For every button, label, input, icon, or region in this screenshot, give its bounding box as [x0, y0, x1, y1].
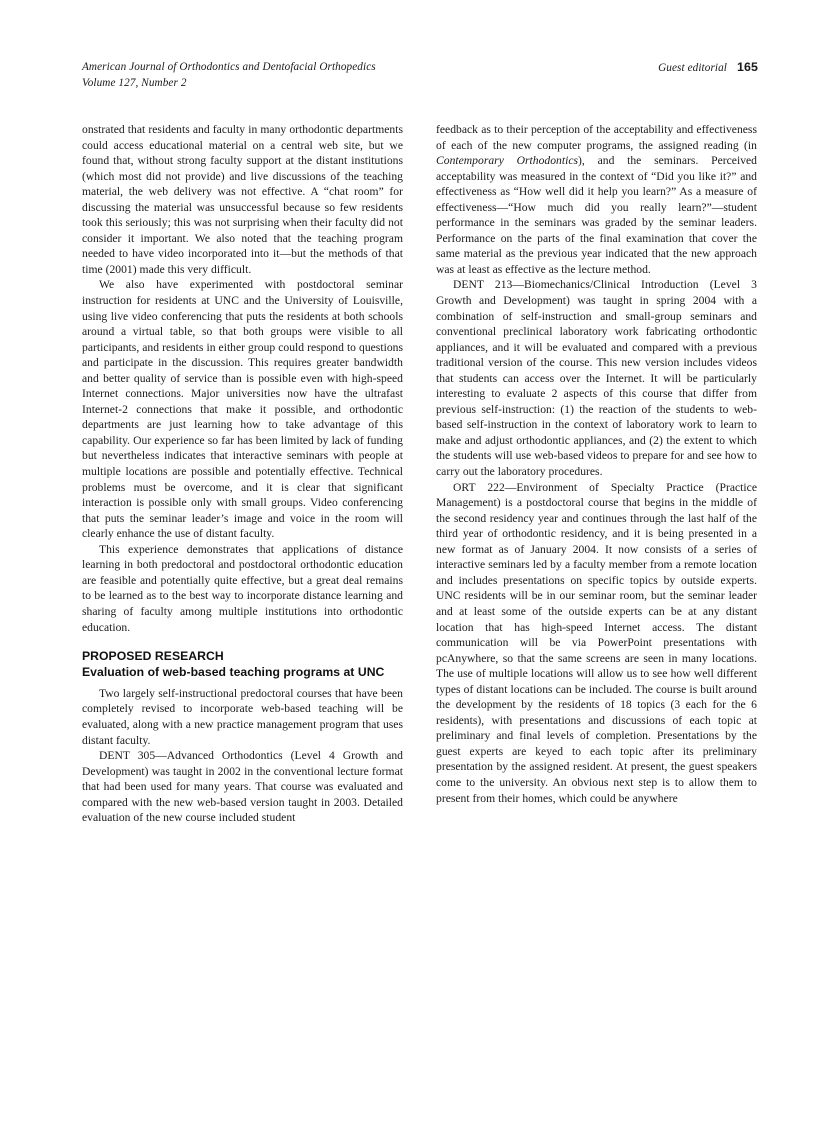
paragraph-ort-222: ORT 222—Environment of Specialty Practice (Practice Management) is a postdoctoral course that begins in the middle of the second residency year and continues through the last half of the third year of orthodontic residency, and it is being presented in a new format as of January 2004. It now consists of a series of interactive seminars led by a faculty member from a remote location and includes presentations on specific topics by outside experts. UNC residents will be in our seminar room, but the seminar leader and at least some of the outside experts can be at any distant location that has high-speed Internet access. The distant communication will be via PowerPoint presentations with pcAnywhere, so that the same screens are seen in many locations. The use of multiple locations will allow us to see how well different types of distant locations can be included. The course is built around the development by the residents of 18 topics (3 each for the 6 residents), with presentations and discussions of each topic at preliminary and final levels of completion. Presentations by the guest experts are keyed to each topic after its preliminary presentation by the assigned resident. At present, the guest speakers come to the university. An obvious next step is to allow them to present from their homes, which could be anywhere: [436, 480, 757, 805]
two-column-body: [82, 122, 758, 826]
running-head: [82, 60, 758, 94]
paragraph-dent-305: DENT 305—Advanced Orthodontics (Level 4 Growth and Development) was taught in 2002 in the conventional lecture format that had been used for many years. That course was evaluated and compared with the new web-based version taught in 2003. Detailed evaluation of the new course included student: [82, 749, 403, 825]
proposed-research-heading-block: [82, 649, 403, 681]
left-column: [82, 122, 403, 826]
volume-issue-line: Volume 127, Number 2: [82, 76, 187, 89]
paragraph-web-delivery: onstrated that residents and faculty in many orthodontic departments could access educational material on a central web site, but we found that, without strong faculty support at the distant institutions (which most did not provide) and live discussions of the teaching material, the web delivery was not effective. A “chat room” for discussing the material was unsuccessful because so few residents took this seriously; this was not surprising when their faculty did not consider it important. We also noted that the teaching program needed to have video incorporated into it—but the methods of that time (2001) made this very difficult.: [82, 123, 403, 276]
page-number: 165: [737, 60, 758, 74]
paragraph-distance-learning-summary: This experience demonstrates that applications of distance learning in both predoctoral and postdoctoral orthodontic education are feasible and potentially quite effective, but a great deal remains to be learned as to the best way to incorporate distance learning and sharing of faculty among multiple institutions into orthodontic education.: [82, 542, 403, 634]
running-head-left: [82, 60, 376, 91]
journal-title: American Journal of Orthodontics and Dentofacial Orthopedics: [82, 61, 376, 73]
paragraph-postdoctoral-seminar: We also have experimented with postdoctoral seminar instruction for residents at UNC and the University of Louisville, using live video conferencing that puts the residents at both schools around a virtual table, so that both groups were visible to all participants, and residents in either group could respond to questions and participate in the discussion. This requires greater bandwidth and better quality of service than is possible even with high-speed Internet connections. Major universities now have the ultrafast Internet-2 connections that make it possible, and orthodontic departments are just learning how to take advantage of this capability. Our experience so far has been limited by lack of funding but nevertheless indicates that interactive seminars with people at multiple locations are possible and potentially effective. Technical problems must be overcome, and it is clear that significant interaction is possible only with small groups. Video conferencing that puts the seminar leader’s image and voice in the room will clearly enhance the use of distant faculty.: [82, 278, 403, 541]
right-column: [436, 122, 757, 826]
running-head-right: [658, 60, 758, 74]
journal-page: [82, 0, 758, 1122]
paragraph-two-courses: Two largely self-instructional predoctoral courses that have been completely revised to incorporate web-based teaching will be evaluated, along with a new practice management program that uses distant faculty.: [82, 686, 403, 747]
subsection-heading-evaluation: Evaluation of web-based teaching programs at UNC: [82, 664, 385, 679]
paragraph-dent-213: DENT 213—Biomechanics/Clinical Introduction (Level 3 Growth and Development) was taught in spring 2004 with a combination of self-instruction and small-group seminars and conventional preclinical laboratory work fabricating orthodontic appliances, and it will be evaluated and compared with a previous traditional version of the course. This new version includes videos that students can access over the Internet. It will be particularly interesting to evaluate 2 aspects of this course that differ from previous self-instruction: (1) the reaction of the students to web-based self-instruction in the context of laboratory work to learn to make and adjust orthodontic appliances, and (2) the extent to which the students will use web-based videos to prepare for and see how to carry out the laboratory procedures.: [436, 278, 757, 479]
section-label: Guest editorial: [658, 62, 728, 74]
section-heading-proposed-research: PROPOSED RESEARCH: [82, 649, 224, 664]
paragraph-feedback-continued: feedback as to their perception of the acceptability and effectiveness of each of the new computer programs, the assigned reading (in Contemporary Orthodontics), and the seminars. Perceived acceptability was measured in the context of “Did you like it?” and effectiveness as “How well did it help you learn?” As a measure of effectiveness—“How much did you really learn?”—student performance in the seminars was graded by the seminar leaders. Performance on the parts of the final examination that cover the same material as the previous year indicated that the new approach was at least as effective as the lecture method.: [436, 123, 757, 276]
